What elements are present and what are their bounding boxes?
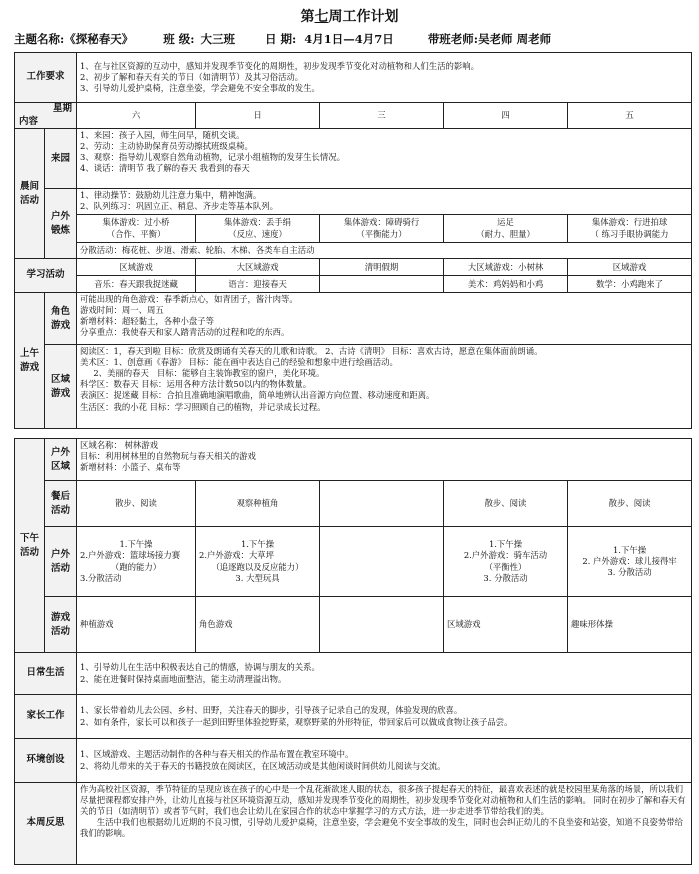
study-cell: 区域游戏 (77, 259, 196, 276)
afternoon-outdoor-label: 户外活动 (45, 527, 77, 597)
title-prefix: 第 (300, 9, 315, 25)
title-suffix: 周工作计划 (328, 9, 399, 25)
afternoon-outdoor-line: 2. 户外游戏：球儿接得牢 (582, 555, 677, 566)
teacher-names: 吴老师 周老师 (478, 32, 552, 46)
reflection-line: 作为高校社区资源，季节特征的呈现应该在孩子的心中是一个乱花渐欲迷人眼的状态，很多孩子提起春天的特征，最喜欢表述的就是校园里某角落的场景，所以我们尽量把课程都安排户外，让幼儿直接与社区环境资源互动，感知并发现季节变化的周期性，初步发现季节变化对动植物和人们生活的影响。 同时在初步了解和春天有关的节日（如清明节）或者节气时，我们也会让幼儿在家园合作的状态中掌握学习的方式方法，进一步走进季节带给我们的美。 (80, 784, 686, 817)
study-cell (320, 276, 444, 293)
game-activity-cell: 趣味形体操 (568, 597, 692, 653)
title-week-number: 七 (314, 9, 329, 25)
arrival-line: 1、来园：孩子入园，师生问早，随机交谈。 (80, 130, 245, 141)
week-label: 星期 (53, 103, 73, 114)
role-play-line: 游戏时间：周一、周五 (80, 305, 164, 316)
morning-activity-label: 晨间活动 (15, 129, 45, 259)
weekly-plan-table-top (14, 52, 692, 429)
morning-game: 集体游戏：障碍骑行 （平衡能力） (320, 215, 444, 243)
after-meal-cell: 散步、阅读 (77, 481, 196, 527)
after-meal-label: 餐后活动 (45, 481, 77, 527)
outdoor-line: 1、律动操节：鼓励幼儿注意力集中，精神饱满。 (80, 190, 262, 201)
parents-work-line: 2、如有条件，家长可以和孩子一起到田野里体验挖野菜，观察野菜的外形特征，带回家后可以做成食物让孩子品尝。 (80, 716, 513, 727)
theme-name: 《探秘春天》 (64, 32, 134, 46)
environment-line: 2、将幼儿带来的关于春天的书籍投放在阅读区，在区域活动或是其他闲谈时间供幼儿阅读与交流。 (80, 760, 446, 771)
study-cell: 数学：小鸡跑来了 (568, 276, 692, 293)
day-header: 五 (568, 103, 692, 129)
arrival-content (77, 129, 692, 189)
afternoon-outdoor-cell (77, 527, 196, 597)
afternoon-outdoor-line: 3. 大型玩具 (235, 572, 280, 583)
weekly-plan-table-bottom (14, 438, 692, 865)
reflection-line: 生活中我们也根据幼儿近期的不良习惯，引导幼儿爱护桌椅，注意坐姿，学会避免不安全事故的发生，同时也会纠正幼儿的不良坐姿和站姿，知道不良姿势带给我们的影响。 (80, 817, 684, 839)
day-header: 四 (444, 103, 568, 129)
afternoon-outdoor-line: （平衡性） (484, 561, 527, 572)
study-cell: 清明假期 (320, 259, 444, 276)
outdoor-area-line: 新增材料：小篮子、桌布等 (80, 462, 181, 473)
afternoon-outdoor-line: 1.下午操 (119, 539, 153, 550)
daily-life-label: 日常生活 (15, 653, 77, 695)
date-range: 4月1日—4月7日 (304, 32, 394, 46)
afternoon-outdoor-line: 2.户外游戏：骑车活动 (463, 550, 548, 561)
area-game-line: 表演区：捉迷藏 目标：合拍且准确地演唱歌曲，简单地辨认出音源方向位置、移动速度和距离。 (80, 390, 435, 401)
morning-game: 集体游戏：丢手绢 （反应、速度） (196, 215, 320, 243)
area-game-line: 科学区：数春天 目标：运用各种方法计数50以内的物体数量。 (80, 379, 312, 390)
date-label: 日 期: (265, 32, 297, 46)
outdoor-area-line: 区域名称： 树林游戏 (80, 440, 159, 450)
study-cell: 区域游戏 (568, 259, 692, 276)
afternoon-outdoor-line: 1.下午操 (488, 539, 523, 550)
afternoon-outdoor-line: 3.分散活动 (80, 572, 122, 583)
forenoon-game-label: 上午游戏 (15, 293, 45, 429)
after-meal-cell: 散步、阅读 (444, 481, 568, 527)
reflection-content (77, 783, 692, 865)
role-play-line: 新增材料：超轻黏土，各种小盘子等 (80, 316, 215, 327)
free-play-content: 分散活动：梅花桩、步道、滑索、轮胎、木梯、各类车自主活动 (77, 243, 692, 259)
outdoor-line: 2、队列练习：巩固立正、稍息、齐步走等基本队列。 (80, 201, 278, 212)
afternoon-outdoor-line: 1.下午操 (240, 539, 275, 550)
afternoon-outdoor-cell (196, 527, 320, 597)
arrival-line: 2、劳动：主动协助保育员劳动擦拭班级桌椅。 (80, 141, 253, 152)
role-play-line: 可能出现的角色游戏：春季新点心，如青团子，酱汁肉等。 (80, 294, 298, 305)
parents-work-label: 家长工作 (15, 695, 77, 739)
page-title (0, 6, 699, 26)
outdoor-exercise-label: 户外锻炼 (45, 189, 77, 259)
afternoon-outdoor-cell-empty (320, 527, 444, 597)
daily-life-line: 2、能在进餐时保持桌面地面整洁，能主动清理溢出物。 (80, 673, 287, 684)
game-activity-cell: 种植游戏 (77, 597, 196, 653)
study-cell: 大区域游戏：小树林 (444, 259, 568, 276)
work-requirements-content (77, 53, 692, 103)
afternoon-activity-label: 下午活动 (15, 439, 45, 653)
morning-game: 集体游戏：行进拍球 （ 练习手眼协调能力 (568, 215, 692, 243)
study-activity-label: 学习活动 (15, 259, 77, 293)
area-game-line: 2、美丽的春天 目标：能够自主装饰教室的窗户，美化环境。 (80, 368, 325, 379)
environment-content (77, 739, 692, 783)
afternoon-outdoor-line: 2.户外游戏：大草坪 (199, 550, 274, 561)
day-header: 六 (77, 103, 196, 129)
environment-label: 环境创设 (15, 739, 77, 783)
outdoor-area-content (77, 439, 692, 481)
class-label: 班 级: (163, 32, 195, 46)
study-cell: 音乐：春天跟我捉迷藏 (77, 276, 196, 293)
reflection-label: 本周反思 (15, 783, 77, 865)
week-content-header (15, 103, 77, 129)
area-game-line: 阅读区：1，春天到啦 目标：欣赏及朗诵有关春天的儿歌和诗歌。 2、古诗《清明》 目标：喜欢古诗，愿意在集体面前朗诵。 (80, 346, 543, 357)
role-play-content (77, 293, 692, 345)
after-meal-cell (320, 481, 444, 527)
teacher-label: 带班老师: (427, 32, 479, 46)
theme-label: 主题名称: (14, 32, 65, 46)
after-meal-cell: 散步、阅读 (568, 481, 692, 527)
afternoon-outdoor-line: （追逐跑以及反应能力） (211, 561, 304, 572)
study-cell: 语言：迎接春天 (196, 276, 320, 293)
game-activity-cell: 区域游戏 (444, 597, 568, 653)
area-game-line: 生活区：我的小花 目标：学习照顾自己的植物，并记录成长过程。 (80, 401, 326, 412)
area-game-line: 美术区：1、创意画《春游》 目标：能在画中表达自己的经验和想象中进行绘画活动。 (80, 357, 398, 368)
afternoon-outdoor-cell (568, 527, 692, 597)
environment-line: 1、区域游戏、主题活动制作的各种与春天相关的作品布置在教室环境中。 (80, 749, 354, 760)
content-label: 内容 (19, 115, 39, 127)
outdoor-exercise-content (77, 189, 692, 215)
area-game-label: 区域游戏 (45, 345, 77, 429)
day-header: 三 (320, 103, 444, 129)
afternoon-outdoor-line: 1.下午操 (612, 544, 647, 555)
morning-game: 运足 （耐力、胆量） (444, 215, 568, 243)
day-header: 日 (196, 103, 320, 129)
after-meal-cell: 观察种植角 (196, 481, 320, 527)
afternoon-outdoor-line: （跑的能力） (110, 561, 162, 572)
role-play-label: 角色游戏 (45, 293, 77, 345)
outdoor-area-line: 目标：利用树林里的自然物玩与春天相关的游戏 (80, 451, 256, 462)
parents-work-content (77, 695, 692, 739)
work-requirements-label: 工作要求 (15, 53, 77, 103)
game-activity-cell (320, 597, 444, 653)
role-play-line: 分享重点：我使春天和家人踏青活动的过程和吃的东西。 (80, 327, 290, 338)
work-req-line: 1、在与社区资源的互动中，感知并发现季节变化的周期性，初步发现季节变化对动植物和人们生活的影响。 (80, 60, 479, 71)
game-activity-cell: 角色游戏 (196, 597, 320, 653)
study-cell: 大区域游戏 (196, 259, 320, 276)
work-req-line: 3、引导幼儿爱护桌椅，注意坐姿，学会避免不安全事故的发生。 (80, 83, 320, 94)
morning-game: 集体游戏：过小桥 （合作、平衡） (77, 215, 196, 243)
afternoon-outdoor-cell (444, 527, 568, 597)
class-name: 大三班 (200, 32, 236, 46)
parents-work-line: 1、家长带着幼儿去公园、乡村、田野，关注春天的脚步，引导孩子记录自己的发现，体验发现的欣喜。 (80, 705, 463, 716)
daily-life-content (77, 653, 692, 695)
plan-info-bar (14, 31, 694, 47)
daily-life-line: 1、引导幼儿在生活中积极表达自己的情感，协调与朋友的关系。 (80, 662, 320, 673)
arrival-line: 4、谈话：清明节 我了解的春天 我看到的春天 (80, 163, 250, 174)
afternoon-outdoor-line: 3. 分散活动 (483, 572, 528, 583)
afternoon-outdoor-line: 2.户外游戏：篮球场接力赛 (80, 550, 181, 561)
arrival-line: 3、观察：指导幼儿观察自然角动植物，记录小组植物的发芽生长情况。 (80, 152, 345, 163)
study-cell: 美术：鸡妈妈和小鸡 (444, 276, 568, 293)
outdoor-area-label: 户外区域 (45, 439, 77, 481)
arrival-label: 来园 (45, 129, 77, 189)
area-game-content (77, 345, 692, 429)
afternoon-outdoor-line: 3. 分散活动 (607, 567, 652, 578)
game-activity-label: 游戏活动 (45, 597, 77, 653)
work-req-line: 2、初步了解和春天有关的节日（如清明节）及其习俗活动。 (80, 71, 304, 82)
